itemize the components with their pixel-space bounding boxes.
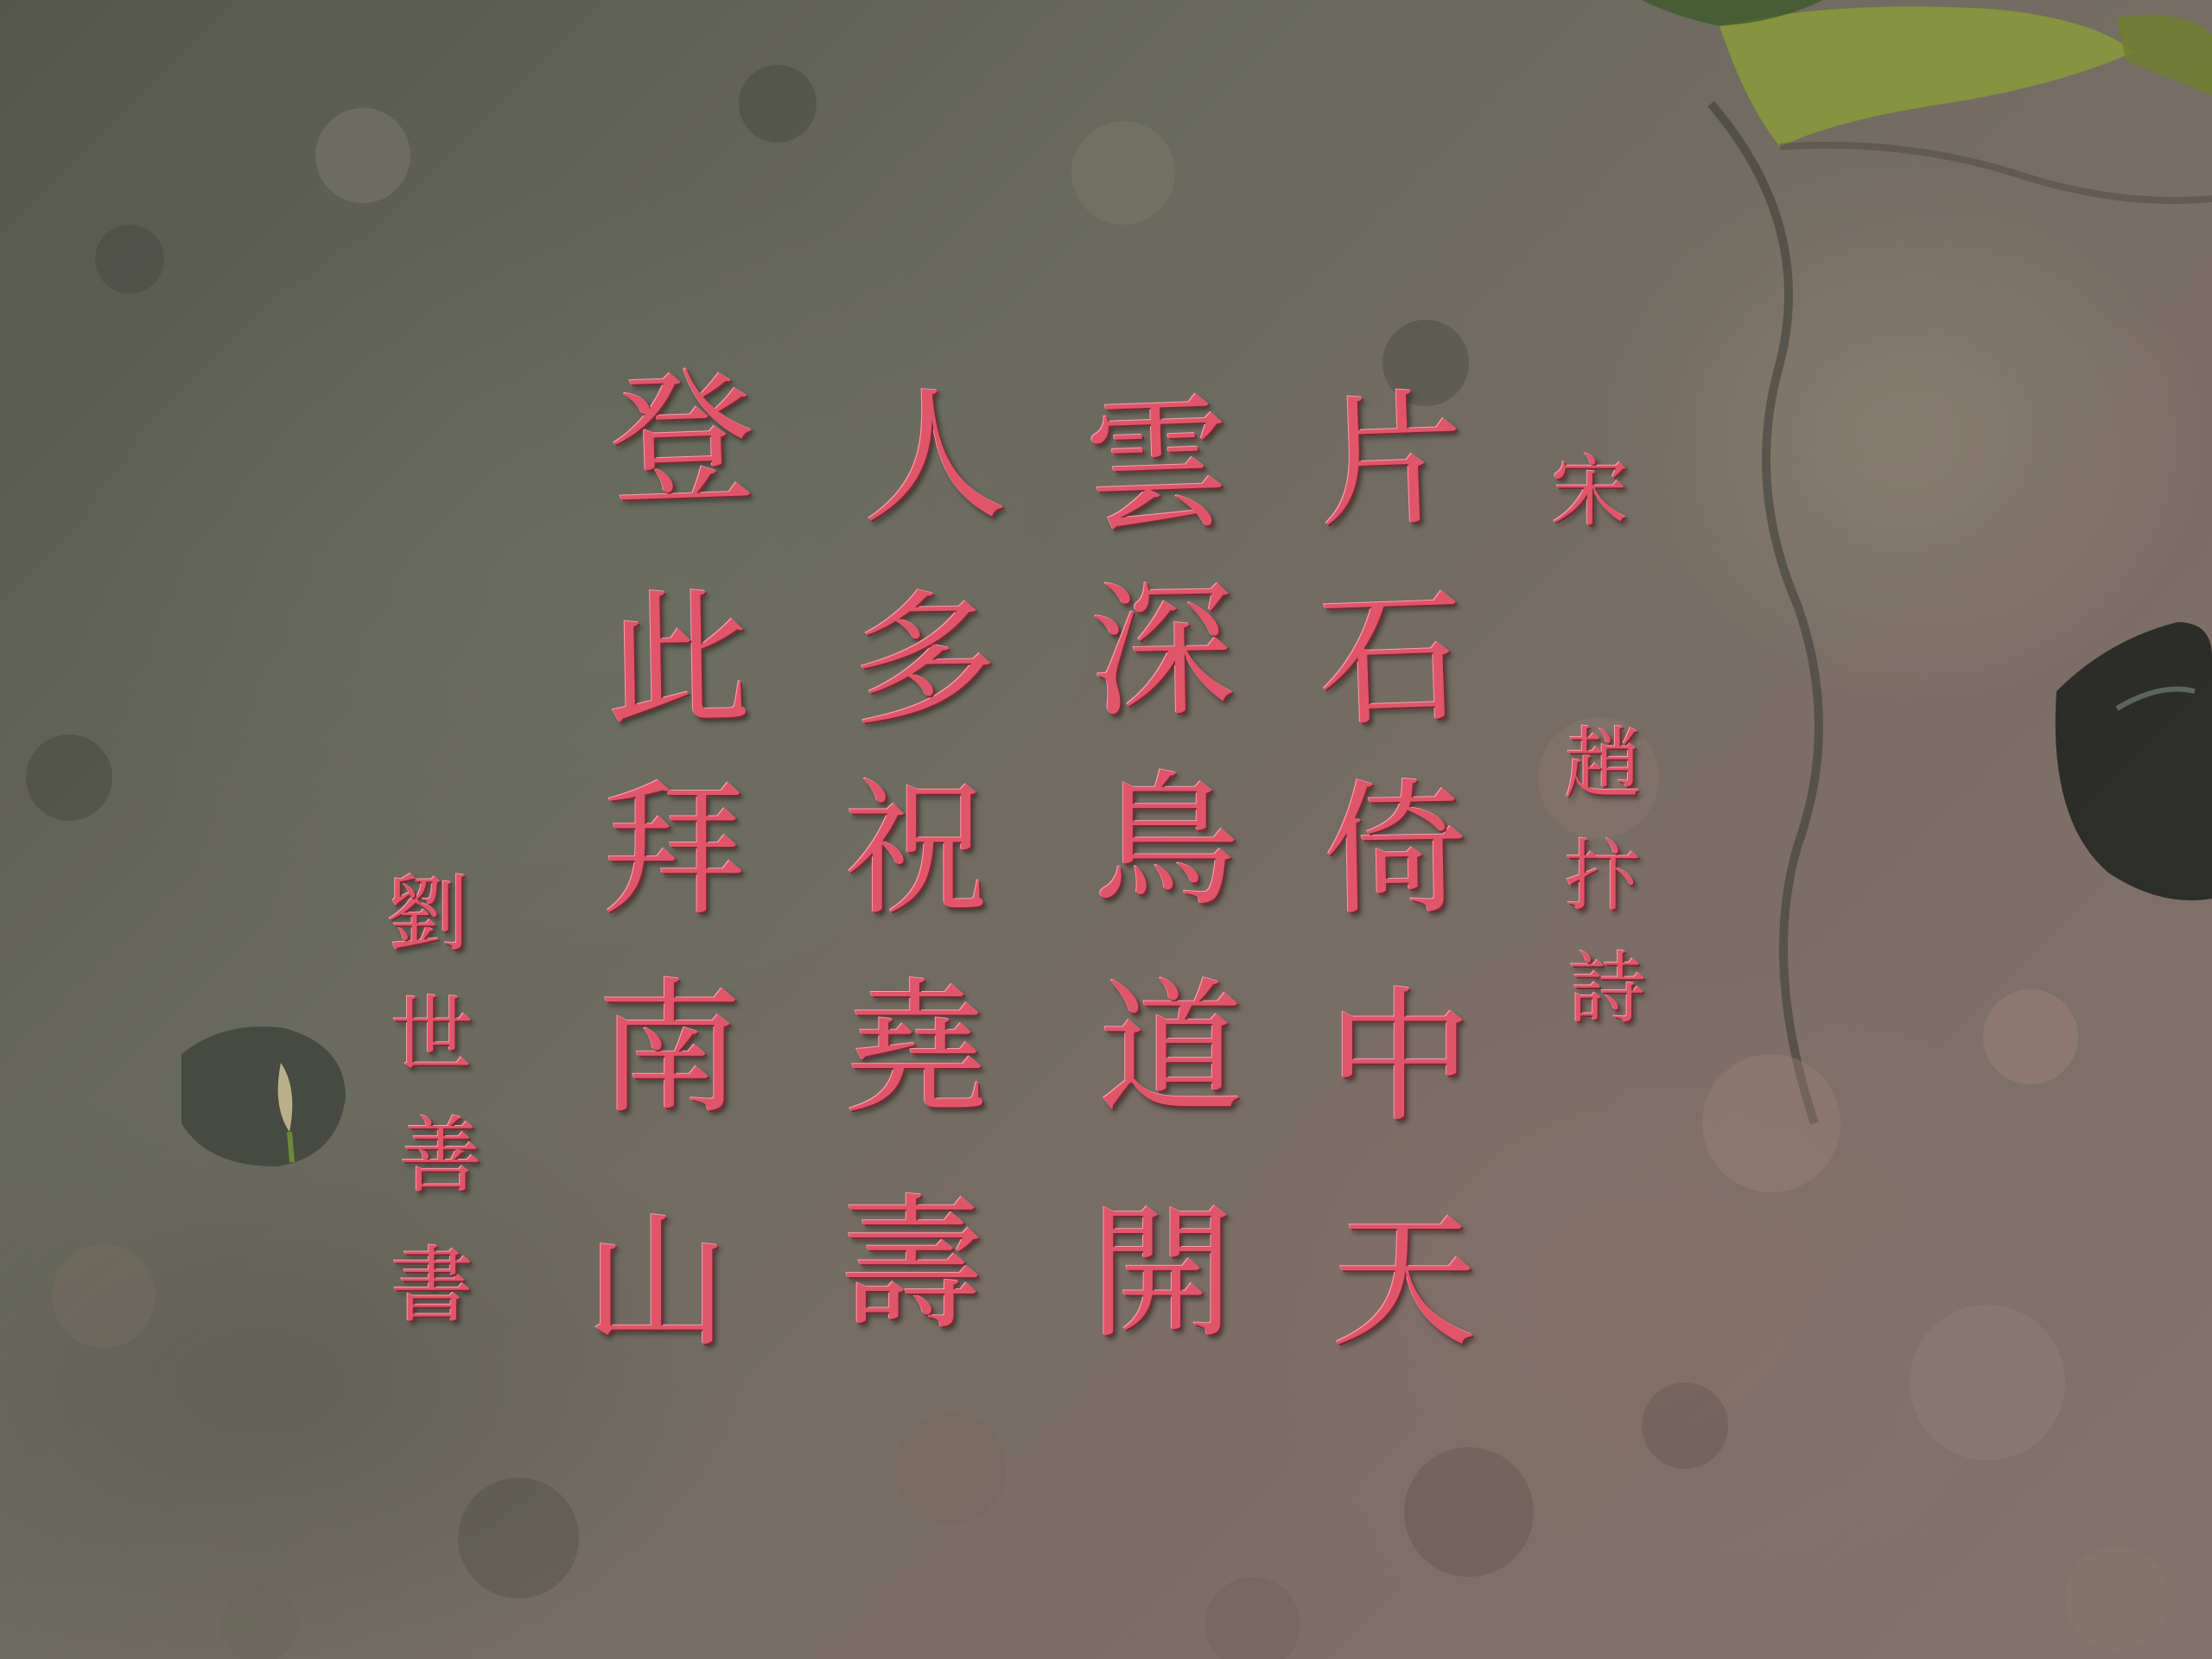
poem-col4-char2: 此: [604, 574, 753, 747]
attribution-char4: 詩: [1568, 944, 1646, 1034]
poem-col2-char1: 雲: [1082, 378, 1234, 553]
calligrapher-char1: 劉: [386, 866, 469, 963]
rock-seam: [1711, 104, 1819, 1123]
poem-col3-char4: 堯: [843, 964, 988, 1134]
poem-col1-char3: 倚: [1321, 764, 1470, 937]
poem-col4-char5: 山: [584, 1198, 729, 1367]
calligrapher-char3: 善: [399, 1108, 482, 1205]
calligrapher-char2: 世: [391, 987, 474, 1084]
poem-col3-char5: 壽: [839, 1180, 984, 1350]
poem-col2-char4: 道: [1098, 964, 1243, 1134]
attribution-char3: 抃: [1564, 831, 1642, 922]
poem-col4-char4: 南: [597, 964, 742, 1134]
crevice: [2056, 622, 2212, 900]
moss-patch: [1719, 7, 2134, 148]
calligrapher-char4: 書: [391, 1237, 474, 1334]
attribution-char2: 趙: [1564, 719, 1642, 810]
poem-col1-char5: 天: [1332, 1198, 1477, 1367]
poem-col1-char1: 片: [1315, 374, 1467, 549]
poem-col4-char1: 登: [607, 353, 759, 527]
rock-hole: [181, 1027, 346, 1166]
poem-col2-char2: 深: [1088, 565, 1236, 738]
poem-col3-char3: 祝: [843, 766, 988, 935]
poem-col3-char1: 人: [857, 370, 1009, 544]
poem-col3-char2: 多: [850, 574, 999, 747]
poem-col1-char2: 石: [1315, 573, 1467, 747]
poem-col1-char4: 中: [1327, 973, 1472, 1142]
leaf-stem: [289, 1132, 292, 1162]
poem-col4-char3: 拜: [601, 766, 747, 935]
poem-col2-char3: 鳥: [1094, 757, 1239, 926]
rock-edge-top: [1780, 145, 2212, 200]
poem-col2-char5: 開: [1090, 1189, 1235, 1358]
moss-patch-right: [2117, 16, 2212, 96]
attribution-dynasty: 宋: [1551, 447, 1629, 537]
